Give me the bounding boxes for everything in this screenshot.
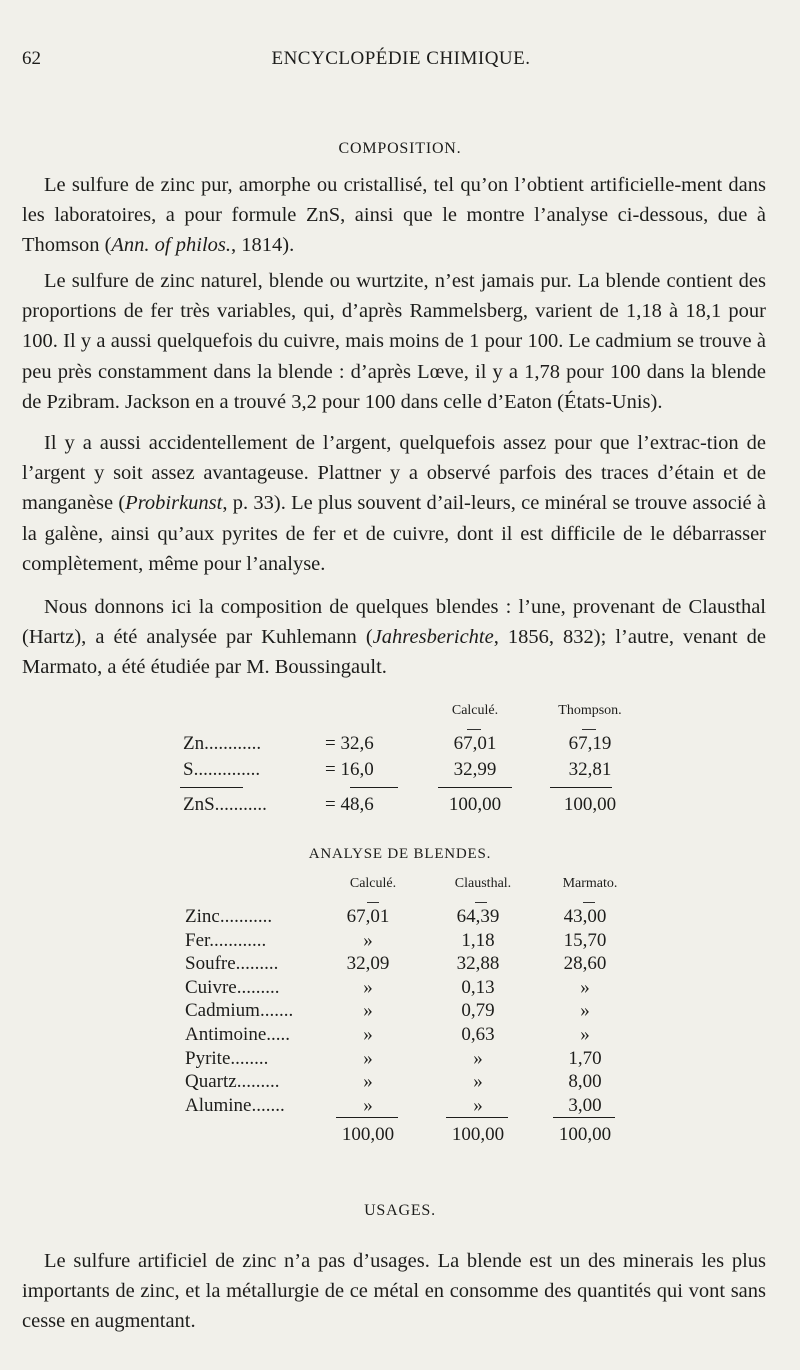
page-header <box>22 48 780 72</box>
running-title: ENCYCLOPÉDIE CHIMIQUE. <box>271 48 531 69</box>
column-header-clausthal: Clausthal. <box>454 876 512 891</box>
sum-rule <box>336 1117 398 1118</box>
sum-rule <box>446 1117 508 1118</box>
composition-heading: COMPOSITION. <box>338 140 462 157</box>
paragraph-silver-impurities: Il y a aussi accidentellement de l’argent, quelquefois assez pour que l’extrac-tion de l’argent y soit assez avantageuse. Plattner y a observé parfois des traces d’étain et de manganèse (Probirkunst, p. 33). Le plus souvent d’ail-leurs, ce minéral se trouve associé à la galène, ainsi qu’aux pyrites de fer et de cuivre, dont il est difficile de le débarrasser complètement, même pour l’analyse. <box>22 432 766 575</box>
table-title-analyse: ANALYSE DE BLENDES. <box>308 846 492 862</box>
column-header-marmato: Marmato. <box>562 876 618 891</box>
paragraph-blende-analyses: Nous donnons ici la composition de quelques blendes : l’une, provenant de Clausthal (Hartz), a été analysée par Kuhlemann (Jahresberichte, 1856, 832); l’autre, venant de Marmato, a été étudiée par M. Boussingault. <box>22 596 766 679</box>
column-header-calcule: Calculé. <box>451 703 499 718</box>
column-dash <box>583 902 595 903</box>
sum-rule <box>550 787 612 788</box>
column-dash <box>367 902 379 903</box>
sum-rule <box>553 1117 615 1118</box>
sum-rule <box>438 787 512 788</box>
usages-heading: USAGES. <box>364 1202 436 1219</box>
column-dash <box>475 902 487 903</box>
column-dash <box>467 729 481 730</box>
column-header-calcule: Calculé. <box>349 876 397 891</box>
paragraph-synthetic-zns: Le sulfure de zinc pur, amorphe ou cristallisé, tel qu’on l’obtient artificielle-ment dans les laboratoires, a pour formule ZnS, ainsi que le montre l’analyse ci-dessous, due à Thomson (Ann. of philos., 1814). <box>22 174 766 257</box>
column-dash <box>582 729 596 730</box>
page-number: 62 <box>22 48 41 69</box>
sum-rule <box>350 787 398 788</box>
column-header-thompson: Thompson. <box>558 703 622 718</box>
sum-rule <box>180 787 243 788</box>
document-page: 62 ENCYCLOPÉDIE CHIMIQUE. COMPOSITION. Le sulfure de zinc pur, amorphe ou cristallisé, tel qu’on l’obtient artificielle-ment dans les laboratoires, a pour formule ZnS, ainsi que le montre l’analyse ci-dessous, due à Thomson (Ann. of philos., 1814). Le sulfure de zinc naturel, blende ou wurtzite, n’est jamais pur. La blende contient des proportions de fer très variables, qui, d’après Rammelsberg, varient de 1,18 à 18,1 pour 100. Il y a aussi quelquefois du cuivre, mais moins de 1 pour 100. Le cadmium se trouve à peu près constamment dans la blende : d’après Lœve, il y a 1,78 pour 100 dans la blende de Pzibram. Jackson en a trouvé 3,2 pour 100 dans celle d’Eaton (États-Unis). Il y a aussi accidentellement de l’argent, quelquefois assez pour que l’extrac-tion de l’argent y soit assez avantageuse. Plattner y a observé parfois des traces d’étain et de manganèse (Probirkunst, p. 33). Le plus souvent d’ail-leurs, ce minéral se trouve associé à la galène, ainsi qu’aux pyrites de fer et de cuivre, dont il est difficile de le débarrasser complètement, même pour l’analyse. Nous donnons ici la composition de quelques blendes : l’une, provenant de Clausthal (Hartz), a été analysée par Kuhlemann (Jahresberichte, 1856, 832); l’autre, venant de Marmato, a été étudiée par M. Boussingault. Calculé. Thompson. Zn............ = 32,6 67,01 67,19 S.............. = 16,0 32,99 32,81 ZnS........... = 48,6 100,00 100,00 ANALYSE DE BLENDES. Calculé. Clausthal. Marmato. Zinc........... 67,01 64,39 43,00 Fer............ » 1,18 15,70 Soufre......... 32,09 32,88 28,60 Cuivre......... » 0,13 » Cadmium....... » 0,79 » Antimoine..... » 0,63 » Pyrite........ » » 1,70 Quartz......... » » 8,00 Alumine....... » » 3,00 100,00 100,00 100,00 USAGES. Le sulfure artificiel de zinc n’a pas d’usages. La blende est un des minerais les plus importants de zinc, et la métallurgie de ce métal en consomme des quantités qui vont sans cesse en augmentant. <box>0 0 800 1370</box>
paragraph-natural-blende: Le sulfure de zinc naturel, blende ou wurtzite, n’est jamais pur. La blende contient des proportions de fer très variables, qui, d’après Rammelsberg, varient de 1,18 à 18,1 pour 100. Il y a aussi quelquefois du cuivre, mais moins de 1 pour 100. Le cadmium se trouve à peu près constamment dans la blende : d’après Lœve, il y a 1,78 pour 100 dans la blende de Pzibram. Jackson en a trouvé 3,2 pour 100 dans celle d’Eaton (États-Unis). <box>22 270 766 413</box>
paragraph-usages: Le sulfure artificiel de zinc n’a pas d’usages. La blende est un des minerais les plus importants de zinc, et la métallurgie de ce métal en consomme des quantités qui vont sans cesse en augmentant. <box>22 1250 766 1333</box>
